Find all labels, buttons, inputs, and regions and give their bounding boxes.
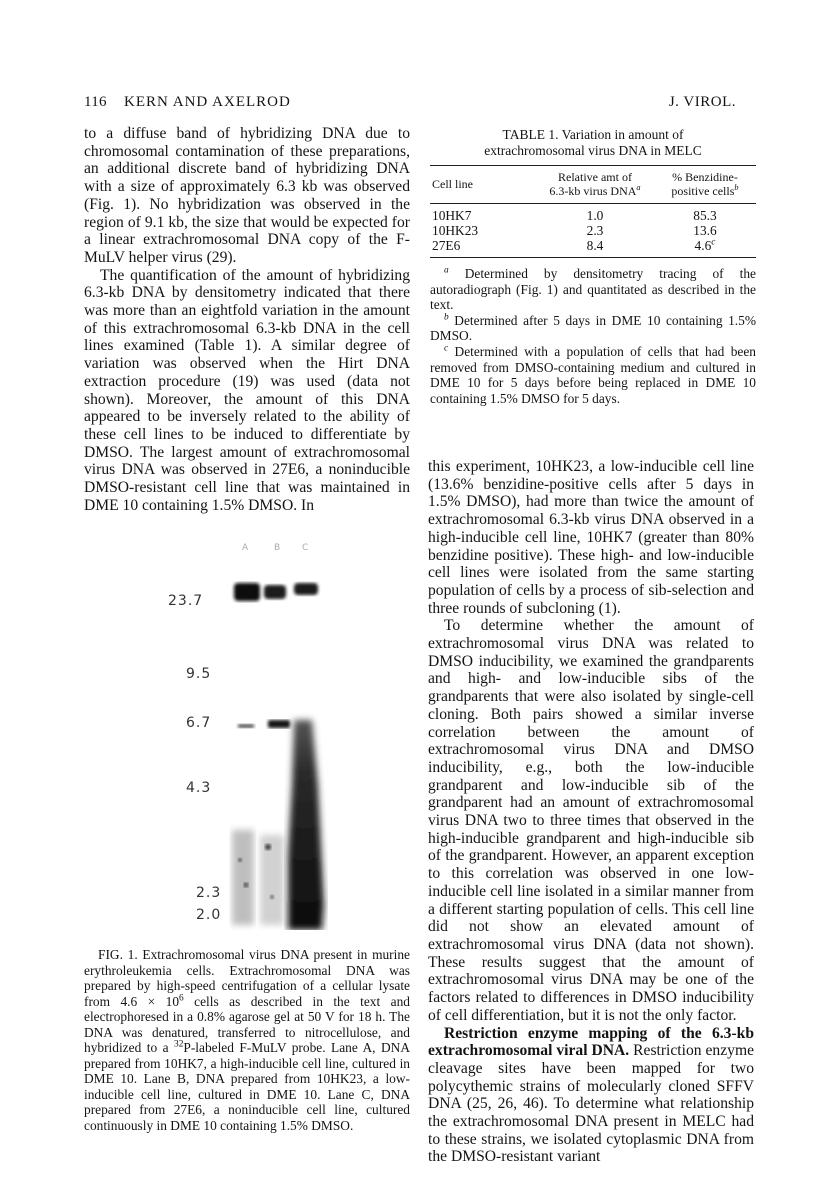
table-title-line: extrachromosomal virus DNA in MELC	[484, 143, 702, 158]
table-cell: 13.6	[693, 223, 717, 238]
footnote-b	[430, 313, 756, 344]
smear-lane-a	[232, 830, 254, 925]
table-title-line: TABLE 1. Variation in amount of	[502, 127, 684, 142]
gel-image	[160, 525, 380, 930]
lane-label-b: B	[274, 543, 282, 553]
band-lane-a-6kb	[238, 724, 254, 728]
footnote-text: Determined by densitometry tracing of the autoradiograph (Fig. 1) and quantitated as described in the text.	[430, 266, 756, 313]
caption-paragraph	[84, 947, 410, 1133]
smear-lane-c	[288, 720, 324, 930]
marker-label: 4.3	[186, 780, 212, 796]
body-paragraph	[428, 1025, 754, 1167]
header-line: % Benzidine-	[672, 170, 738, 184]
footnote-mark: b	[444, 312, 449, 323]
caption-text: cells as described in the text and electrophoresed in a 0.8% agarose gel at 50 V for 18 h. The DNA was denatured, transferred to nitrocellulose, and hybridized to a	[84, 993, 410, 1055]
table-rule-bottom	[430, 257, 756, 258]
body-paragraph: To determine whether the amount of extrachromosomal virus DNA was related to DMSO inducibility, we examined the grandparents and high- and low-inducible sibs of the grandparents that were also isolated by single-cell cloning. Both pairs showed a similar inverse correlation between the amount of extrachromosomal virus DNA and DMSO inducibility, e.g., both the low-inducible grandparent and low-inducible sib of the grandparent had an amount of extrachromosomal virus DNA two to three times that observed in the high-inducible grandparent and high-inducible sib of the grandparent. However, an apparent exception to this correlation was observed in one low-inducible cell line isolated in a similar manner from a different starting population of cells. This cell line did not show an elevated amount of extrachromosomal virus DNA (data not shown). These results suggest that the amount of extrachromosomal virus DNA may be one of the factors related to differences in DMSO inducibility of cell differentiation, but it is not the only factor.	[428, 617, 754, 1024]
footnote-mark: c	[711, 237, 716, 248]
table-header-percent	[654, 170, 756, 198]
section-heading: Restriction enzyme mapping of the 6.3-kb extrachromosomal viral DNA.	[428, 1024, 754, 1060]
table-cell	[654, 238, 756, 253]
marker-label: 23.7	[168, 593, 204, 609]
marker-label: 2.3	[196, 885, 222, 901]
table-cell: 10HK23	[432, 223, 479, 238]
band-lane-b-23kb	[264, 585, 286, 599]
band-lane-a-23kb	[234, 583, 260, 601]
footnote-a	[430, 266, 756, 313]
journal-name: J. VIROL.	[668, 94, 736, 110]
left-column-text	[84, 125, 410, 514]
caption-text: FIG. 1. Extrachromosomal virus DNA present in murine erythroleukemia cells. Extrachromosomal DNA was prepared by high-speed centrifugation of a cellular lysate from 4.6 × 10	[84, 947, 410, 1009]
table-cell: 1.0	[586, 208, 604, 223]
table-cell: 10HK7	[432, 208, 472, 223]
table-cell: 2.3	[586, 223, 604, 238]
running-authors: KERN AND AXELROD	[124, 94, 291, 110]
marker-label: 2.0	[196, 907, 222, 923]
header-line: Relative amt of	[558, 170, 632, 184]
footnote-mark: c	[444, 343, 449, 354]
footnote-text: Determined after 5 days in DME 10 containing 1.5% DMSO.	[430, 312, 757, 344]
band-lane-b-6kb	[268, 720, 290, 728]
footnote-mark: a	[444, 265, 449, 276]
table-rule-mid	[430, 203, 756, 204]
autoradiograph-figure	[160, 525, 380, 930]
header-text: 6.3-kb virus DNA	[549, 184, 637, 198]
cell-value: 4.6	[694, 238, 712, 253]
header-line	[654, 184, 756, 198]
table-cell: 27E6	[432, 238, 461, 253]
header-text: positive cells	[671, 184, 735, 198]
body-paragraph: this experiment, 10HK23, a low-inducible cell line (13.6% benzidine-positive cells after 5 days in 1.5% DMSO), had more than twice the amount of extrachromosomal 6.3-kb virus DNA observed in a high-inducible cell line, 10HK7 (greater than 80% benzidine positive). These high- and low-inducible cell lines were isolated from the same starting population of cells by a process of sib-selection and three rounds of subcloning (1).	[428, 458, 754, 617]
lane-label-c: C	[302, 543, 310, 553]
table-cell: 85.3	[693, 208, 717, 223]
footnote-text: Determined with a population of cells that had been removed from DMSO-containing medium and cultured in DME 10 for 5 days before being replaced in DME 10 containing 1.5% DMSO for 5 days.	[430, 343, 756, 406]
table-title	[430, 127, 756, 159]
caption-superscript: 6	[179, 993, 184, 1004]
footnote-c	[430, 344, 756, 406]
caption-text: P-labeled F-MuLV probe. Lane A, DNA prepared from 10HK7, a high-inducible cell line, cultured in DME 10. Lane B, DNA prepared from 10HK23, a low-inducible cell line, cultured in DME 10. Lane C, DNA prepared from 27E6, a noninducible cell line, cultured continuously in DME 10 containing 1.5% DMSO.	[84, 1040, 410, 1133]
table-footnotes	[430, 266, 756, 406]
marker-label: 9.5	[186, 666, 212, 682]
band-lane-c-23kb	[294, 583, 318, 595]
marker-label: 6.7	[186, 715, 212, 731]
caption-superscript: 32	[174, 1039, 184, 1050]
smear-lane-b	[260, 835, 284, 925]
table-header-cell-line: Cell line	[432, 177, 473, 191]
figure-caption	[84, 947, 410, 1133]
body-paragraph: The quantification of the amount of hybridizing 6.3-kb DNA by densitometry indicated that there was more than an eightfold variation in the amount of this extrachromosomal 6.3-kb DNA in the cell lines examined (Table 1). A similar degree of variation was observed when the Hirt DNA extraction procedure (19) was used (data not shown). Moreover, the amount of this DNA appeared to be inversely related to the ability of these cell lines to be induced to differentiate by DMSO. The largest amount of extrachromosomal virus DNA was observed in 27E6, a noninducible DMSO-resistant cell line that was maintained in DME 10 containing 1.5% DMSO. In	[84, 266, 410, 514]
page-number: 116	[84, 94, 107, 110]
header-line	[530, 184, 660, 198]
spot	[244, 883, 249, 888]
footnote-mark: b	[734, 183, 739, 192]
running-header	[84, 94, 736, 114]
table-cell: 8.4	[586, 238, 604, 253]
section-text: Restriction enzyme cleavage sites have been mapped for two polycythemic strains of molecularly cloned SFFV DNA (25, 26, 46). To determine what relationship the extrachromosomal DNA present in MELC had to these strains, we isolated cytoplasmic DNA from the DMSO-resistant variant	[428, 1042, 754, 1166]
body-paragraph: to a diffuse band of hybridizing DNA due to chromosomal contamination of these preparations, an additional discrete band of hybridizing DNA with a size of approximately 6.3 kb was observed (Fig. 1). No hybridization was observed in the region of 9.1 kb, the size that would be expected for a linear extrachromosomal DNA copy of the F-MuLV helper virus (29).	[84, 125, 410, 266]
right-column-text	[428, 458, 754, 1166]
lane-label-a: A	[242, 543, 250, 553]
spot	[238, 858, 242, 862]
footnote-mark: a	[636, 183, 641, 192]
spot	[270, 895, 274, 899]
table-header-amount	[530, 170, 660, 198]
table-rule-top	[430, 165, 756, 166]
spot	[265, 844, 271, 850]
